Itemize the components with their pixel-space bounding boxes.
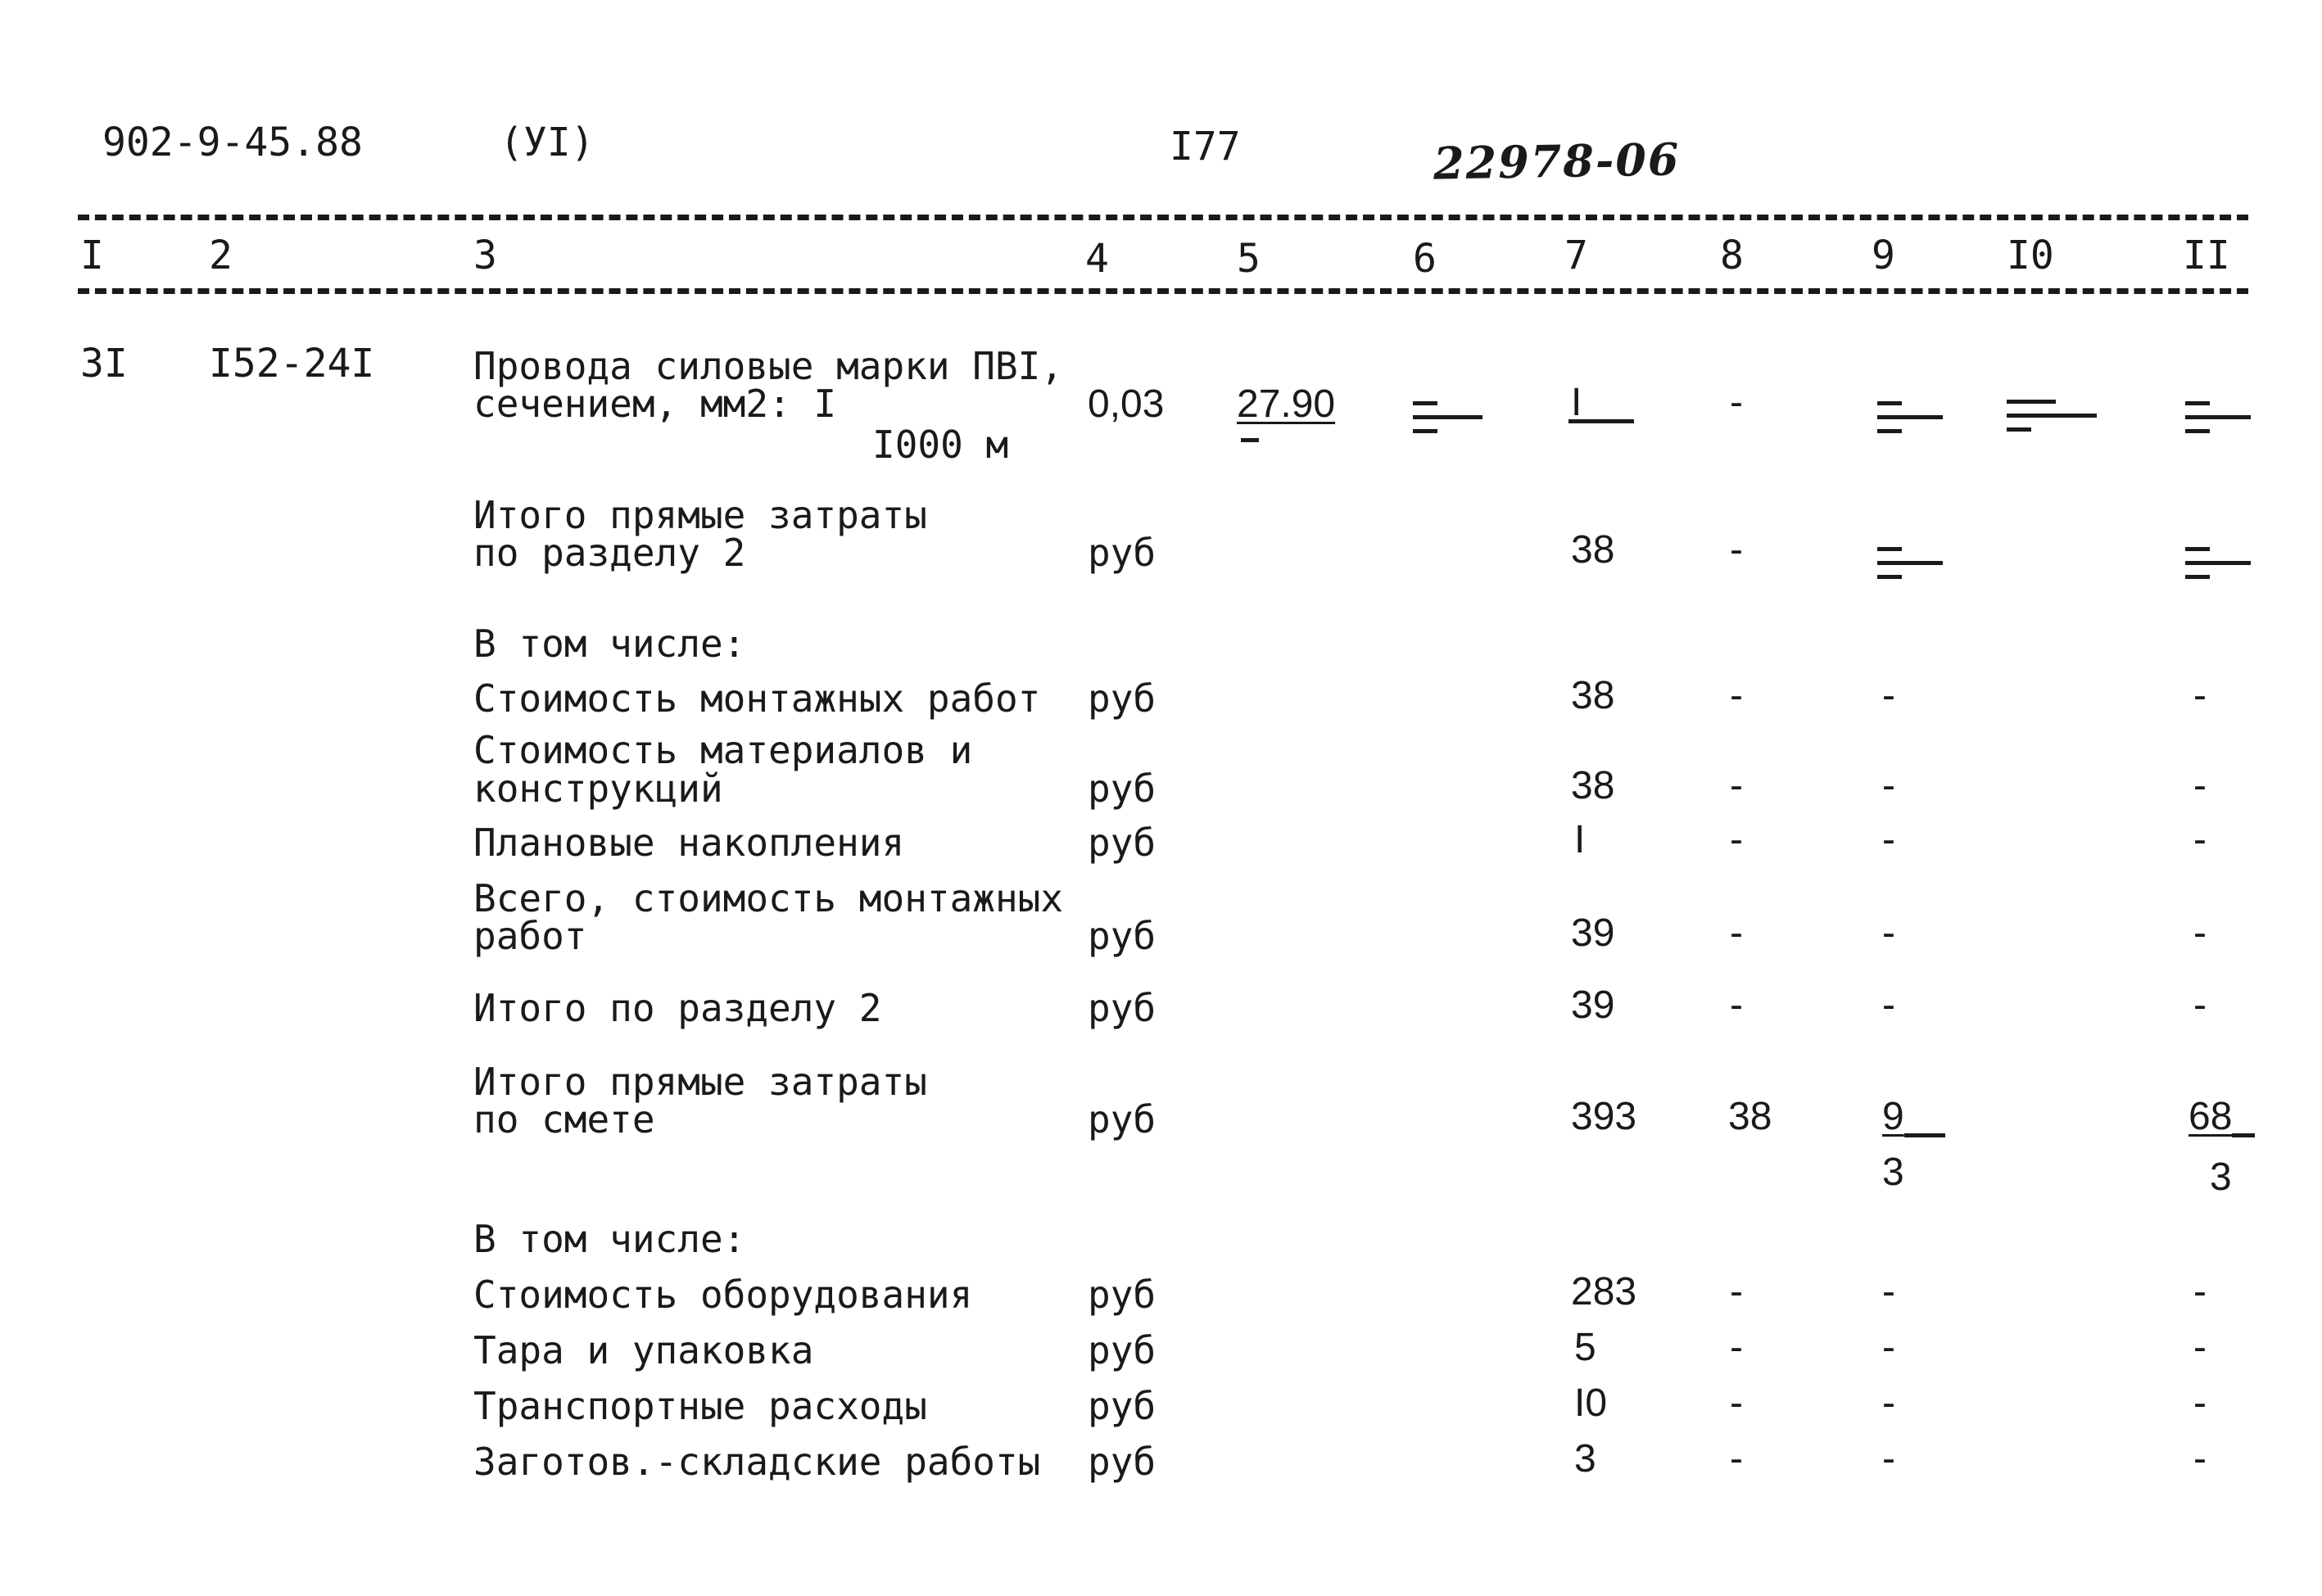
row-column-7: 5: [1574, 1326, 1596, 1369]
price-subvalue-mark: [1241, 438, 1259, 452]
column-11-marks: [2185, 401, 2251, 443]
item-description: Провода силовые марки ПВI,: [473, 344, 1064, 388]
row-unit: руб: [1088, 914, 1156, 958]
row-column-11: 68: [2188, 1095, 2233, 1138]
row-column-9: -: [1882, 983, 1895, 1027]
row-unit: руб: [1088, 1328, 1156, 1372]
row-column-7: 393: [1571, 1095, 1637, 1138]
row-column-9: -: [1882, 674, 1895, 717]
item-quantity: 0,03: [1088, 382, 1165, 426]
row-label: Итого прямые затраты: [473, 493, 927, 537]
row-column-7: 38: [1571, 674, 1615, 717]
row-column-11: -: [2193, 674, 2207, 717]
row-column-7: 3: [1574, 1437, 1596, 1481]
row-column-8: -: [1730, 764, 1743, 807]
item-description: сечением, мм2: I: [473, 382, 837, 426]
row-label: Итого прямые затраты: [473, 1060, 927, 1104]
row-column-7: 283: [1571, 1270, 1637, 1313]
row-column-11: -: [2193, 1381, 2207, 1425]
row-column-9: 9: [1882, 1095, 1904, 1138]
item-number: 3I: [80, 341, 128, 387]
row-column-11: -: [2193, 818, 2207, 861]
row-column-9: -: [1882, 911, 1895, 955]
row-label: Стоимость оборудования: [473, 1273, 973, 1317]
row-label: Тара и упаковка: [473, 1328, 814, 1372]
volume-number: (УI): [500, 120, 595, 165]
column-header: 6: [1413, 236, 1437, 282]
column-header: 7: [1564, 233, 1588, 278]
column-11-marks: [2185, 547, 2251, 589]
row-unit: руб: [1088, 1273, 1156, 1317]
row-column-9: -: [1882, 1381, 1895, 1425]
row-label: по смете: [473, 1097, 655, 1142]
row-column-9: -: [1882, 1326, 1895, 1369]
page-number: I77: [1170, 124, 1241, 170]
row-column-8: 38: [1728, 1095, 1772, 1138]
column-10-marks: [2007, 400, 2097, 441]
row-column-7: I0: [1574, 1381, 1608, 1425]
document-code: 902-9-45.88: [102, 120, 363, 165]
row-column-9: -: [1882, 1270, 1895, 1313]
column-header: 2: [209, 233, 233, 278]
column-header: I0: [2007, 233, 2054, 278]
row-column-8: -: [1730, 1326, 1743, 1369]
row-label: Заготов.-складские работы: [473, 1440, 1041, 1484]
row-unit: руб: [1088, 676, 1156, 721]
row-column-8: -: [1730, 1381, 1743, 1425]
column-header: 4: [1085, 236, 1109, 282]
row-column-8: -: [1730, 674, 1743, 717]
column-9-marks: [1877, 401, 1943, 443]
archive-stamp: 22978-06: [1433, 133, 1681, 190]
row-column-11: -: [2193, 764, 2207, 807]
row-unit: руб: [1088, 531, 1156, 575]
row-column-9: -: [1882, 818, 1895, 861]
item-column-8: -: [1730, 381, 1743, 424]
row-unit: руб: [1088, 1440, 1156, 1484]
row-column-11: -: [2193, 983, 2207, 1027]
header-bottom-rule: [78, 288, 2248, 294]
row-column-11-sub: 3: [2210, 1155, 2232, 1199]
item-unit: I000 м: [872, 423, 1009, 467]
row-unit: руб: [1088, 1097, 1156, 1142]
column-header: 3: [473, 233, 497, 278]
row-column-8: -: [1730, 818, 1743, 861]
row-label: работ: [473, 914, 587, 958]
column-header: 5: [1237, 236, 1261, 282]
item-price: 27.90: [1237, 382, 1336, 426]
row-label: Транспортные расходы: [473, 1384, 927, 1428]
row-column-9: -: [1882, 764, 1895, 807]
row-column-9-sub: 3: [1882, 1151, 1904, 1194]
row-label: Стоимость монтажных работ: [473, 676, 1041, 721]
column-header: 9: [1872, 233, 1895, 278]
column-6-marks: [1413, 401, 1482, 443]
row-column-11: -: [2193, 1270, 2207, 1313]
row-column-8: -: [1730, 911, 1743, 955]
row-label: Плановые накопления: [473, 821, 905, 865]
row-unit: руб: [1088, 1384, 1156, 1428]
row-column-8: -: [1730, 1270, 1743, 1313]
row-label: по разделу 2: [473, 531, 746, 575]
header-top-rule: [78, 215, 2248, 220]
column-header: II: [2183, 233, 2230, 278]
item-code: I52-24I: [209, 341, 375, 387]
row-label: Всего, стоимость монтажных: [473, 876, 1064, 920]
column-9-marks: [1877, 547, 1943, 589]
column-header: I: [80, 233, 104, 278]
row-label: В том числе:: [473, 1217, 746, 1261]
row-column-7: 39: [1571, 911, 1615, 955]
row-column-7: 39: [1571, 983, 1615, 1027]
row-column-8: -: [1730, 983, 1743, 1027]
row-column-11: -: [2193, 1326, 2207, 1369]
row-unit: руб: [1088, 766, 1156, 811]
item-column-7: I: [1571, 381, 1582, 424]
row-column-8: -: [1730, 528, 1743, 572]
row-label: конструкций: [473, 766, 723, 811]
row-column-11: -: [2193, 911, 2207, 955]
row-label: В том числе:: [473, 622, 746, 666]
column-11-underline: [2232, 1133, 2255, 1147]
row-unit: руб: [1088, 986, 1156, 1030]
row-unit: руб: [1088, 821, 1156, 865]
row-column-7: I: [1574, 818, 1586, 861]
row-label: Итого по разделу 2: [473, 986, 882, 1030]
column-9-underline: [1904, 1133, 1945, 1147]
row-column-11: -: [2193, 1437, 2207, 1481]
column-header: 8: [1720, 233, 1744, 278]
column-7-underline: [1568, 419, 1634, 433]
row-label: Стоимость материалов и: [473, 728, 973, 772]
row-column-8: -: [1730, 1437, 1743, 1481]
row-column-9: -: [1882, 1437, 1895, 1481]
row-column-7: 38: [1571, 764, 1615, 807]
row-column-7: 38: [1571, 528, 1615, 572]
